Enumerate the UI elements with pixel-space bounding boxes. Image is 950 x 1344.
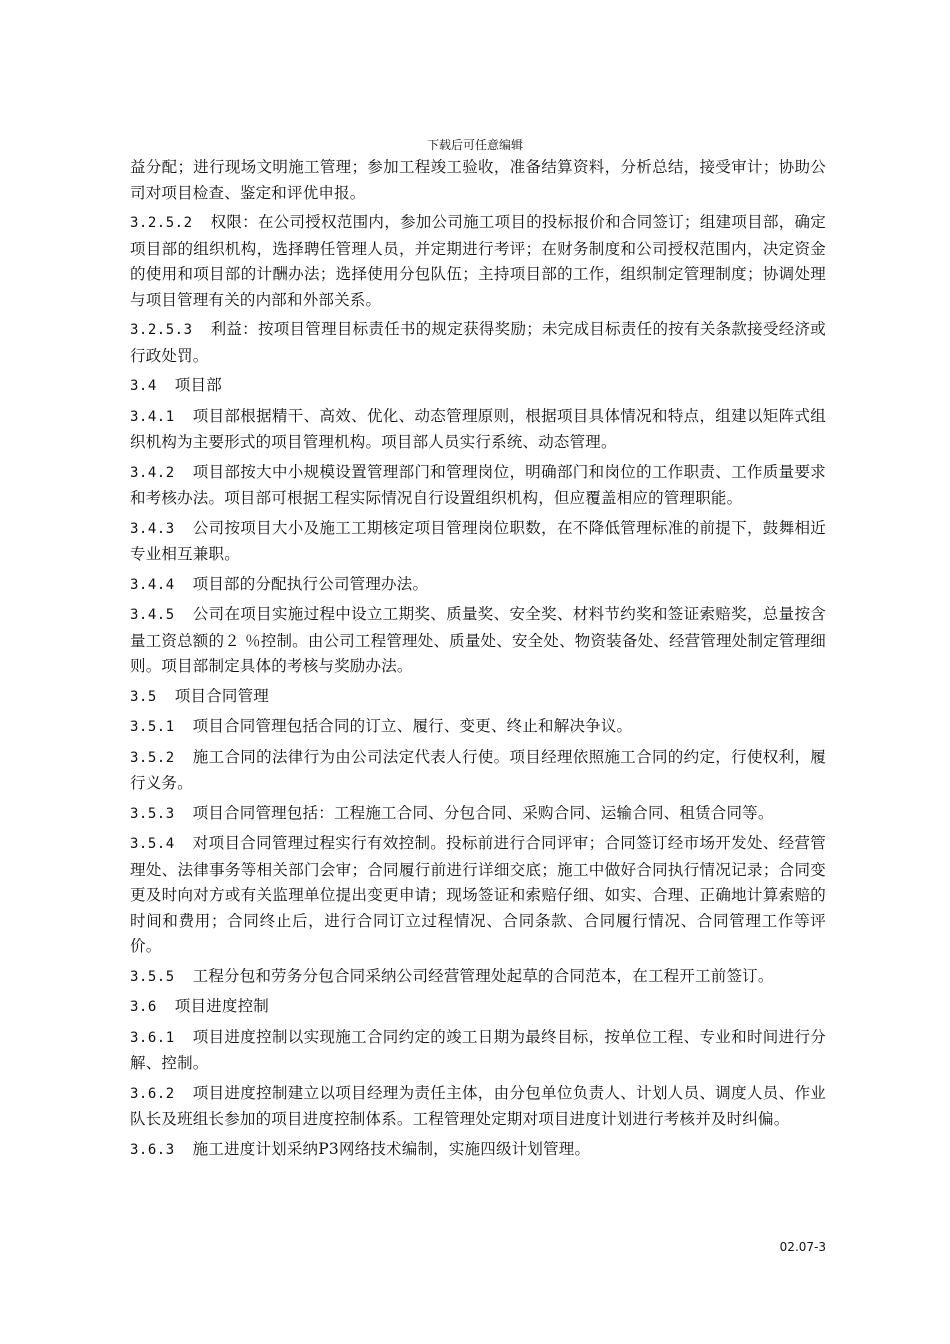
clause-number: 3.4.4 [130,576,175,593]
paragraph-text: 益分配；进行现场文明施工管理；参加工程竣工验收，准备结算资料，分析总结，接受审计；协助公司对项目检查、鉴定和评优申报。 [130,158,826,202]
section-heading [130,684,826,711]
clause-number: 3.5.2 [130,749,175,766]
paragraph-text: 工程分包和劳务分包合同采纳公司经营管理处起草的合同范本，在工程开工前签订。 [192,966,774,985]
paragraph-text: 项目部的分配执行公司管理办法。 [192,574,429,593]
clause-number: 3.4.2 [130,464,175,481]
clause-number: 3.2.5.2 [130,215,193,231]
clause-number: 3.6 [130,999,157,1015]
paragraph [130,572,826,599]
paragraph [130,155,826,206]
paragraph [130,1081,826,1133]
clause-number: 3.4 [130,378,157,394]
paragraph-text: 项目进度控制 [174,997,269,1015]
paragraph [130,745,826,797]
paragraph [130,460,826,512]
paragraph [130,964,826,991]
paragraph [130,831,826,960]
paragraph-text: 项目进度控制建立以项目经理为责任主体，由分包单位负责人、计划人员、调度人员、作业队长及班组长参加的项目进度控制体系。工程管理处定期对项目进度计划进行考核并及时纠偏。 [130,1083,826,1128]
paragraph-text: 项目合同管理包括：工程施工合同、分包合同、采购合同、运输合同、租赁合同等。 [192,803,774,822]
paragraph [130,1137,826,1164]
paragraph-text: 项目合同管理 [174,686,269,705]
paragraph [130,602,826,680]
paragraph [130,714,826,741]
section-heading [130,994,826,1021]
paragraph-text: 公司在项目实施过程中设立工期奖、质量奖、安全奖、材料节约奖和签证索赔奖，总量按含量工资总额的２ ％控制。由公司工程管理处、质量处、安全处、物资装备处、经营管理处制定管理细则。项目部制定具体的考核与奖励办法。 [130,605,826,675]
clause-number: 3.5.1 [130,719,175,735]
paragraph [130,317,826,369]
section-heading [130,373,826,400]
paragraph-text: 项目合同管理包括合同的订立、履行、变更、终止和解决争议。 [192,717,633,735]
clause-number: 3.5 [130,688,157,705]
page-footer-code: 02.07-3 [779,1240,826,1254]
paragraph [130,1025,826,1077]
paragraph-text: 项目进度控制以实现施工合同约定的竣工日期为最终目标，按单位工程、专业和时间进行分解、控制。 [130,1027,826,1072]
paragraph [130,801,826,828]
clause-number: 3.2.5.3 [130,322,193,338]
paragraph [130,516,826,568]
clause-number: 3.5.4 [130,836,175,852]
paragraph-text: 项目部按大中小规模设置管理部门和管理岗位，明确部门和岗位的工作职责、工作质量要求和考核办法。项目部可根据工程实际情况自行设置组织机构，但应覆盖相应的管理职能。 [130,462,826,507]
clause-number: 3.4.5 [130,607,175,623]
paragraph-text: 对项目合同管理过程实行有效控制。投标前进行合同评审；合同签订经市场开发处、经营管理处、法律事务等相关部门会审；合同履行前进行详细交底；施工中做好合同执行情况记录；合同变更及时向对方或有关监理单位提出变更申请；现场签证和索赔仔细、如实、合理、正确地计算索赔的时间和费用；合同终止后，进行合同订立过程情况、合同条款、合同履行情况、合同管理工作等评价。 [130,834,826,955]
paragraph-text: 项目部 [174,376,222,394]
clause-number: 3.4.3 [130,520,175,537]
clause-number: 3.6.2 [130,1085,175,1102]
paragraph-text: 施工进度计划采纳P3网络技术编制，实施四级计划管理。 [192,1139,591,1158]
paragraph-text: 公司按项目大小及施工工期核定项目管理岗位职数，在不降低管理标准的前提下，鼓舞相近专业相互兼职。 [130,518,826,563]
paragraph-text: 利益：按项目管理目标责任书的规定获得奖励；未完成目标责任的按有关条款接受经济或行政处罚。 [130,320,826,365]
paragraph [130,404,826,456]
clause-number: 3.5.3 [130,805,175,822]
page-header: 下载后可任意编辑 [426,138,523,152]
paragraph-text: 项目部根据精干、高效、优化、动态管理原则，根据项目具体情况和特点，组建以矩阵式组织机构为主要形式的项目管理机构。项目部人员实行系统、动态管理。 [130,406,826,451]
document-body [130,155,826,1167]
clause-number: 3.5.5 [130,968,175,985]
paragraph-text: 权限：在公司授权范围内，参加公司施工项目的投标报价和合同签订；组建项目部，确定项目部的组织机构，选择聘任管理人员，并定期进行考评；在财务制度和公司授权范围内，决定资金的使用和项目部的计酬办法；选择使用分包队伍；主持项目部的工作，组织制定管理制度；协调处理与项目管理有关的内部和外部关系。 [130,213,826,309]
clause-number: 3.6.3 [130,1141,175,1158]
paragraph [130,210,826,313]
clause-number: 3.4.1 [130,408,175,425]
clause-number: 3.6.1 [130,1029,175,1046]
paragraph-text: 施工合同的法律行为由公司法定代表人行使。项目经理依照施工合同的约定，行使权利，履行义务。 [130,747,826,792]
